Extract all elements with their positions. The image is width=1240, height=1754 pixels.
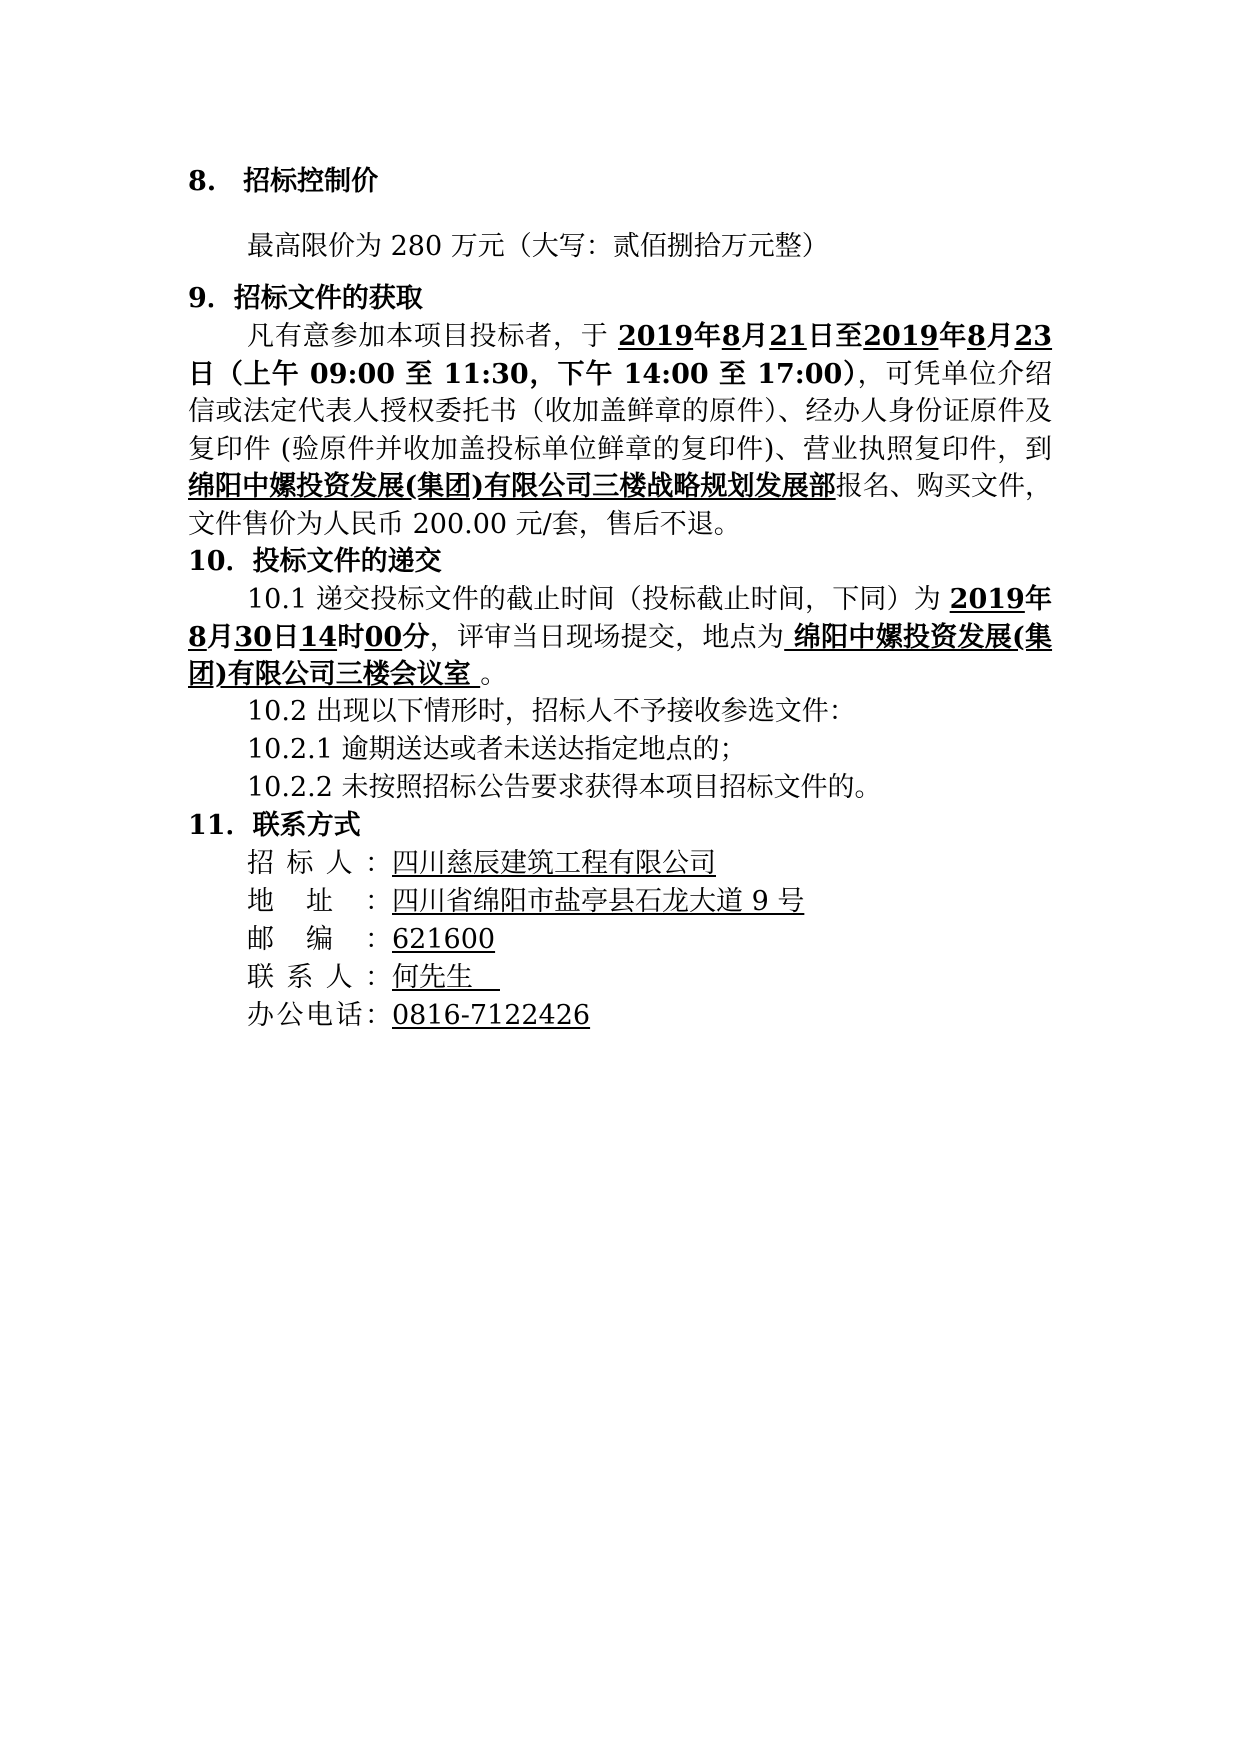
section-10-heading: 10．投标文件的递交 xyxy=(188,546,442,577)
contact-row-address xyxy=(247,883,804,921)
office-hours: 日（上午 09:00 至 11:30，下午 14:00 至 17:00） xyxy=(188,358,858,390)
start-day: 21 xyxy=(769,321,807,352)
registration-place: 绵阳中嫘投资发展(集团)有限公司三楼战略规划发展部 xyxy=(188,471,836,502)
contact-row-postcode xyxy=(247,921,495,959)
contact-value: 0816-7122426 xyxy=(392,1000,591,1031)
s10-text-2: ，评审当日现场提交，地点为 xyxy=(429,621,785,653)
section-10-2-2-line: 10.2.2 未按照招标公告要求获得本项目招标文件的。 xyxy=(247,772,882,803)
end-month-char: 月 xyxy=(985,321,1015,352)
deadline-minute-char: 分 xyxy=(402,621,430,653)
s9-text-1: 凡有意参加本项目投标者，于 xyxy=(247,321,618,352)
contact-row-phone xyxy=(247,997,590,1035)
section-10-2-line: 10.2 出现以下情形时，招标人不予接收参选文件： xyxy=(247,696,856,727)
section-8-heading: 8. 招标控制价 xyxy=(188,166,379,197)
contact-label: 办公电话： xyxy=(247,1000,392,1031)
deadline-month-char: 月 xyxy=(206,621,235,653)
deadline-year-char: 年 xyxy=(1024,584,1053,615)
section-10-1-paragraph xyxy=(188,581,1052,694)
contact-label: 地址： xyxy=(247,886,392,917)
submission-venue: 绵阳中嫘投资发展(集团)有限公司三楼会议室 xyxy=(188,621,1053,690)
s10-text-1: 10.1 递交投标文件的截止时间（投标截止时间，下同）为 xyxy=(247,584,950,615)
contact-label: 联系人： xyxy=(247,962,392,993)
deadline-day-char: 日 xyxy=(271,621,300,653)
end-month: 8 xyxy=(967,321,986,352)
end-year-char: 年 xyxy=(938,321,968,352)
deadline-year: 2019 xyxy=(949,584,1025,615)
contact-row-person xyxy=(247,959,500,997)
price-cap-line: 最高限价为 280 万元（大写：贰佰捌拾万元整） xyxy=(247,231,829,262)
deadline-month: 8 xyxy=(188,621,207,653)
contact-label: 邮编： xyxy=(247,924,392,955)
start-month-char: 月 xyxy=(740,321,770,352)
end-year: 2019 xyxy=(863,321,939,352)
s9-text-3: 报名、购买文件，文件售价为人民币 200.00 元/套，售后不退。 xyxy=(188,471,1052,540)
deadline-day: 30 xyxy=(234,621,272,653)
deadline-hour-char: 时 xyxy=(337,621,365,653)
contact-value: 何先生 xyxy=(392,962,500,993)
s9-text-2: ，可凭单位介绍信或法定代表人授权委托书（收加盖鲜章的原件）、经办人身份证原件及复印件 (验原件并收加盖投标单位鲜章的复印件)、营业执照复印件，到 xyxy=(188,358,1053,465)
deadline-hour: 14 xyxy=(299,621,338,653)
end-day: 23 xyxy=(1014,321,1053,352)
contact-value: 四川省绵阳市盐亭县石龙大道 9 号 xyxy=(392,886,805,917)
contact-label: 招标人： xyxy=(247,848,392,879)
section-10-2-1-line: 10.2.1 逾期送达或者未送达指定地点的； xyxy=(247,734,747,765)
start-month: 8 xyxy=(721,321,741,352)
section-9-paragraph xyxy=(188,318,1052,543)
section-9-heading: 9．招标文件的获取 xyxy=(188,283,423,314)
contact-value: 四川慈辰建筑工程有限公司 xyxy=(392,848,716,879)
s10-text-3: 。 xyxy=(480,659,508,690)
contact-value: 621600 xyxy=(392,924,496,955)
day-to: 日至 xyxy=(806,321,864,352)
start-year: 2019 xyxy=(617,321,694,352)
section-11-heading: 11．联系方式 xyxy=(188,810,361,841)
contact-row-tenderer xyxy=(247,845,716,883)
start-year-char: 年 xyxy=(693,321,722,352)
deadline-minute: 00 xyxy=(364,621,403,653)
